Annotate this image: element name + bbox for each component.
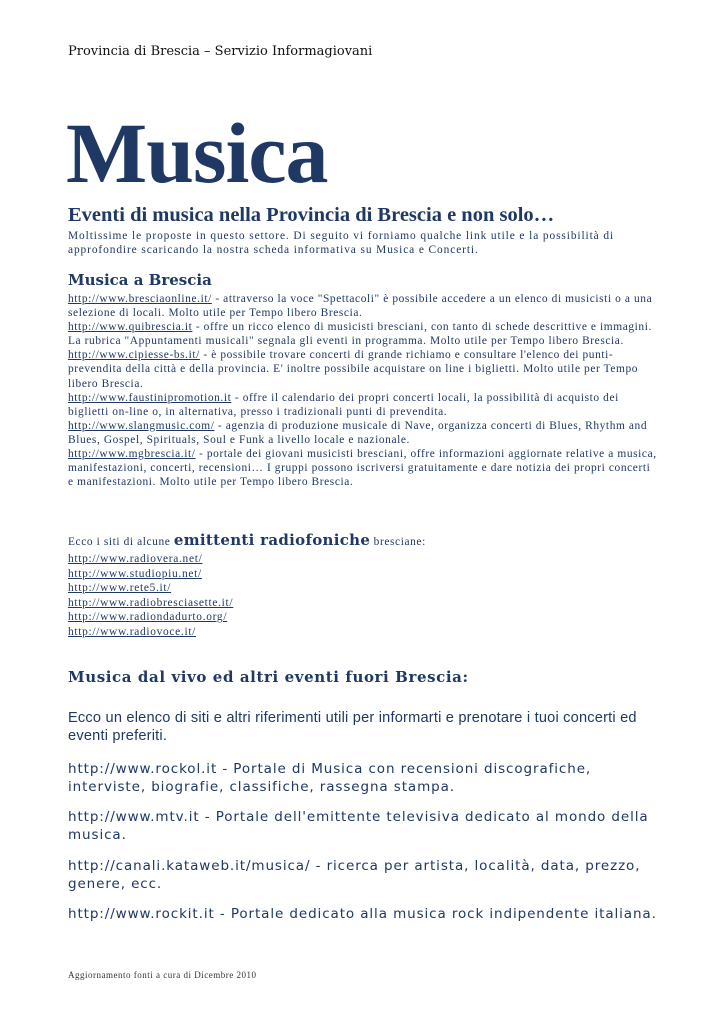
site-entry bbox=[68, 320, 658, 348]
radio-link[interactable]: http://www.radiovera.net/ bbox=[68, 553, 203, 565]
site-link[interactable]: http://www.bresciaonline.it/ bbox=[68, 293, 212, 305]
page-subtitle: Eventi di musica nella Provincia di Brescia e non solo… bbox=[68, 204, 555, 226]
external-site-entry: http://canali.kataweb.it/musica/ - ricerca per artista, località, data, prezzo, genere, ecc. bbox=[68, 858, 641, 892]
section-heading-musica-a-brescia: Musica a Brescia bbox=[68, 271, 212, 289]
site-link[interactable]: http://www.mgbrescia.it/ bbox=[68, 448, 196, 461]
radio-intro-after: bresciane: bbox=[370, 536, 426, 548]
brescia-sites-list bbox=[68, 292, 658, 489]
page-header: Provincia di Brescia – Servizio Informagiovani bbox=[68, 44, 373, 59]
site-link[interactable]: http://www.quibrescia.it bbox=[68, 321, 193, 334]
radio-intro-before: Ecco i siti di alcune bbox=[68, 536, 174, 548]
radio-intro-emphasis: emittenti radiofoniche bbox=[173, 531, 371, 549]
section-heading-musica-dal-vivo: Musica dal vivo ed altri eventi fuori Brescia: bbox=[68, 668, 469, 686]
site-description: - offre un ricco elenco di musicisti bresciani, con tanto di schede descrittive e immagini. La rubrica "Appuntamenti musicali" segnala gli eventi in programma. Molto utile per Tempo libero Brescia. bbox=[68, 321, 652, 348]
external-site-entry: http://www.rockit.it - Portale dedicato alla musica rock indipendente italiana. bbox=[68, 906, 657, 922]
site-entry bbox=[68, 447, 658, 489]
radio-links-list bbox=[68, 552, 233, 640]
site-link[interactable]: http://www.slangmusic.com/ bbox=[68, 419, 215, 432]
radio-link[interactable]: http://www.studiopiu.net/ bbox=[68, 567, 202, 580]
radio-intro bbox=[68, 531, 426, 549]
site-entry bbox=[68, 348, 658, 390]
site-link[interactable]: http://www.cipiesse-bs.it/ bbox=[68, 349, 200, 362]
page-footer: Aggiornamento fonti a cura di Dicembre 2010 bbox=[68, 970, 257, 980]
site-entry bbox=[68, 419, 658, 447]
site-link[interactable]: http://www.faustinipromotion.it bbox=[68, 391, 232, 404]
intro-paragraph: Moltissime le proposte in questo settore. Di seguito vi forniamo qualche link utile e la possibilità di approfondire scaricando la nostra scheda informativa su Musica e Concerti. bbox=[68, 230, 615, 256]
radio-link[interactable]: http://www.radiovoce.it/ bbox=[68, 625, 197, 638]
radio-link[interactable]: http://www.radiobresciasette.it/ bbox=[68, 596, 234, 609]
page-title: Musica bbox=[66, 105, 328, 201]
section2-intro: Ecco un elenco di siti e altri riferimenti utili per informarti e prenotare i tuoi concerti ed eventi preferiti. bbox=[68, 710, 637, 744]
site-description: - è possibile trovare concerti di grande richiamo e consultare l'elenco dei punti-prevendita della città e della provincia. E' inoltre possibile acquistare on line i biglietti. Molto utile per Tempo libero Brescia. bbox=[68, 349, 639, 390]
site-description: - attraverso la voce "Spettacoli" è possibile accedere a un elenco di musicisti o a una selezione di locali. Molto utile per Tempo libero Brescia. bbox=[68, 293, 653, 320]
site-description: - agenzia di produzione musicale di Nave, organizza concerti di Blues, Rhythm and Blues, Gospel, Spirituals, Soul e Funk a livello locale e nazionale. bbox=[68, 419, 648, 446]
site-entry bbox=[68, 292, 658, 320]
external-site-entry: http://www.rockol.it - Portale di Musica con recensioni discografiche, interviste, biografie, classifiche, rassegna stampa. bbox=[68, 761, 592, 795]
radio-link[interactable]: http://www.rete5.it/ bbox=[68, 582, 172, 595]
site-entry bbox=[68, 391, 658, 419]
radio-link[interactable]: http://www.radiondadurto.org/ bbox=[68, 611, 228, 624]
external-site-entry: http://www.mtv.it - Portale dell'emittente televisiva dedicato al mondo della musica. bbox=[68, 809, 649, 843]
site-description: - portale dei giovani musicisti bresciani, offre informazioni aggiornate relative a musica, manifestazioni, concerti, recensioni… I gruppi possono iscriversi gratuitamente e dare notizia dei propri concerti e manifestazioni. Molto utile per Tempo libero Brescia. bbox=[68, 448, 657, 489]
site-description: - offre il calendario dei propri concerti locali, la possibilità di acquisto dei biglietti on-line o, in alternativa, presso i tradizionali punti di prevendita. bbox=[68, 391, 619, 418]
